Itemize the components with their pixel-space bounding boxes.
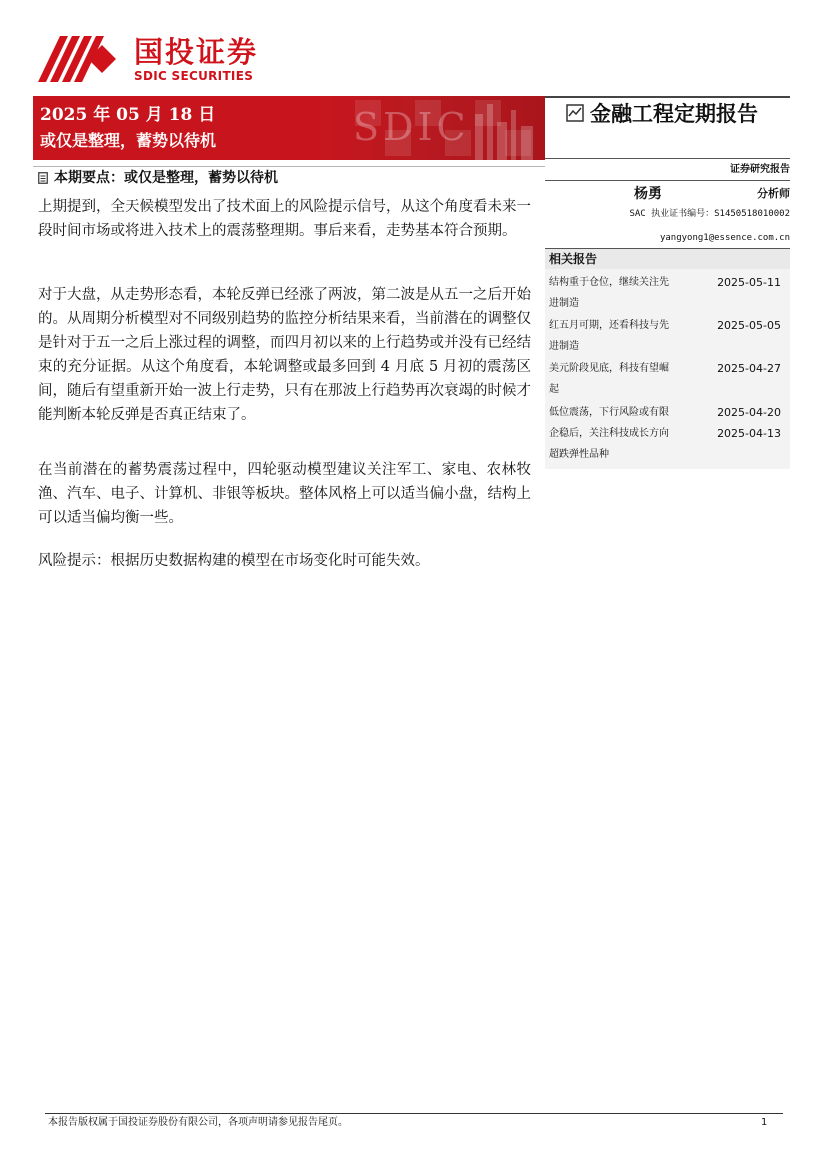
related-report-title[interactable]: 企稳后，关注科技成长方向 xyxy=(549,428,669,439)
banner-watermark: SDIC xyxy=(353,105,470,149)
related-report-title-cont[interactable]: 超跌弹性品种 xyxy=(549,449,609,460)
related-report-title[interactable]: 红五月可期，还看科技与先 xyxy=(549,320,669,331)
divider xyxy=(545,180,790,181)
key-points-title: 本期要点：或仅是整理，蓄势以待机 xyxy=(54,170,278,186)
related-report-date: 2025-05-05 xyxy=(717,319,781,332)
document-icon xyxy=(38,172,48,184)
report-date: 2025 年 05 月 18 日 xyxy=(40,105,216,125)
related-report-title[interactable]: 低位震荡，下行风险或有限 xyxy=(549,407,669,418)
page-number: 1 xyxy=(761,1117,768,1128)
related-report-date: 2025-04-27 xyxy=(717,362,781,375)
banner-decoration xyxy=(345,96,545,160)
related-report-title-cont[interactable]: 进制造 xyxy=(549,341,579,352)
footer-disclaimer: 本报告版权属于国投证券股份有限公司，各项声明请参见报告尾页。 xyxy=(48,1117,348,1128)
body-paragraph: 在当前潜在的蓄势震荡过程中，四轮驱动模型建议关注军工、家电、农林牧渔、汽车、电子、计算机、非银等板块。整体风格上可以适当偏小盘，结构上可以适当偏均衡一些。 xyxy=(38,462,531,526)
analyst-name: 杨勇 xyxy=(634,186,662,202)
related-report-date: 2025-05-11 xyxy=(717,276,781,289)
report-title: 或仅是整理，蓄势以待机 xyxy=(40,131,217,150)
divider xyxy=(33,166,545,167)
chart-icon xyxy=(566,104,584,122)
related-report-date: 2025-04-20 xyxy=(717,406,781,419)
report-type: 金融工程定期报告 xyxy=(590,101,758,126)
footer-divider xyxy=(45,1113,783,1114)
related-report-title[interactable]: 美元阶段见底，科技有望崛 xyxy=(549,363,669,374)
related-reports-title: 相关报告 xyxy=(549,252,598,266)
risk-warning: 风险提示：根据历史数据构建的模型在市场变化时可能失效。 xyxy=(38,553,430,569)
related-reports-list xyxy=(545,269,790,469)
body-paragraph: 对于大盘，从走势形态看，本轮反弹已经涨了两波，第二波是从五一之后开始的。从周期分析模型对不同级别趋势的监控分析结果来看，当前潜在的调整仅是针对于五一之后上涨过程的调整，而四月初以来的上行趋势或并没有已经结束的充分证据。从这个角度看，本轮调整或最多回到 4 月底 5 月初的震荡区间，随后有望重新开始一波上行走势，只有在那波上行趋势再次衰竭的时候才能判断本轮反弹是否真正结束了。 xyxy=(38,287,531,423)
analyst-certificate: SAC 执业证书编号：S1450518010002 xyxy=(629,209,790,219)
divider xyxy=(545,158,790,159)
analyst-role: 分析师 xyxy=(757,187,790,200)
related-report-title[interactable]: 结构重于仓位，继续关注先 xyxy=(549,277,669,288)
related-report-title-cont[interactable]: 起 xyxy=(549,384,559,395)
related-reports-header xyxy=(545,248,790,269)
body-paragraph: 上期提到，全天候模型发出了技术面上的风险提示信号，从这个角度看未来一段时间市场或将进入技术上的震荡整理期。事后来看，走势基本符合预期。 xyxy=(38,199,531,239)
related-report-title-cont[interactable]: 进制造 xyxy=(549,298,579,309)
title-banner xyxy=(33,96,545,160)
logo-mark-icon xyxy=(38,36,124,82)
logo-name-cn: 国投证券 xyxy=(134,35,259,69)
related-report-date: 2025-04-13 xyxy=(717,427,781,440)
document-kind: 证券研究报告 xyxy=(730,164,790,175)
logo-name-en: SDIC SECURITIES xyxy=(134,69,254,83)
analyst-email[interactable]: yangyong1@essence.com.cn xyxy=(659,233,790,243)
company-logo xyxy=(38,36,268,84)
divider xyxy=(545,96,790,98)
